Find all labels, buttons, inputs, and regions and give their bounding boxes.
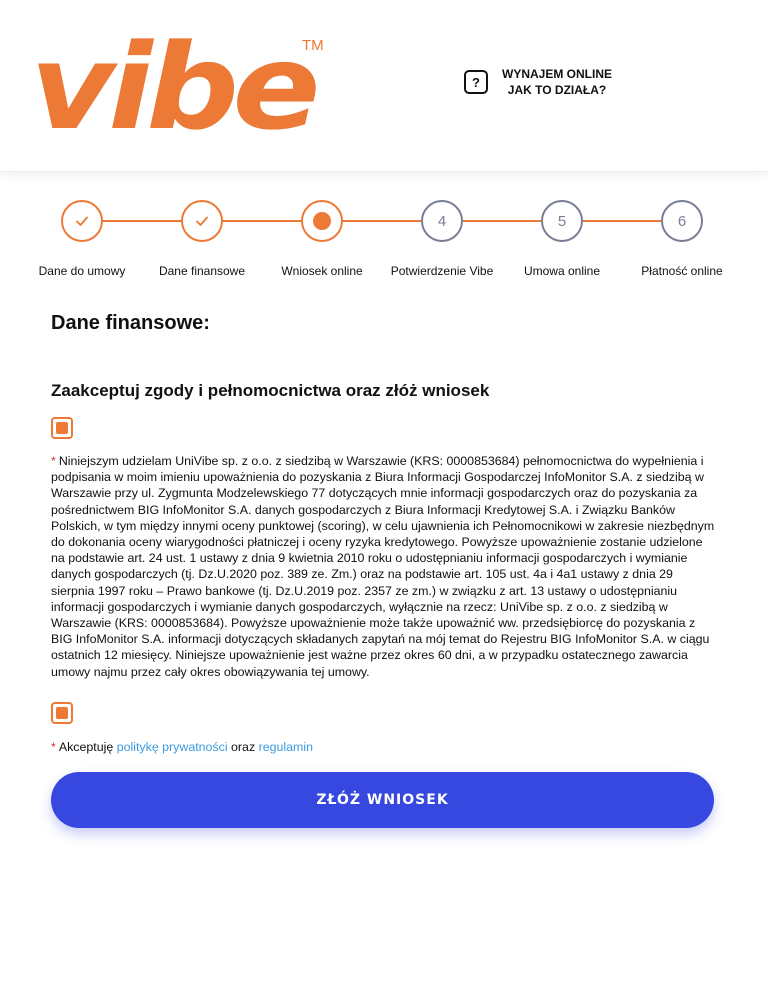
checkmark-icon [74,213,90,229]
step-5-circle: 5 [541,200,583,242]
current-step-dot [313,212,331,230]
step-4-label: Potwierdzenie Vibe [390,264,494,278]
how-it-works-line2: JAK TO DZIAŁA? [507,83,607,97]
step-1[interactable] [12,196,152,278]
accept-terms-checkbox[interactable] [51,702,73,724]
step-6-circle: 6 [661,200,703,242]
step-3 [252,196,392,278]
step-2-label: Dane finansowe [158,264,246,278]
step-1-circle [61,200,103,242]
question-icon: ? [464,70,488,94]
vibe-logo[interactable] [30,28,330,138]
consents-subtitle: Zaakceptuj zgody i pełnomocnictwa oraz złóż wniosek [51,381,490,400]
privacy-policy-link[interactable]: politykę prywatności [116,739,228,754]
logo-wordmark: vibe [30,28,317,138]
trademark-symbol: TM [302,37,324,54]
accept-terms-middle: oraz [231,739,256,754]
header [0,0,768,172]
step-4-circle: 4 [421,200,463,242]
step-3-label: Wniosek online [281,264,363,278]
consent-authorization-checkbox[interactable] [51,417,73,439]
accept-terms-prefix: Akceptuję [58,739,114,754]
submit-application-button[interactable]: ZŁÓŻ WNIOSEK [51,772,714,828]
terms-link[interactable]: regulamin [258,739,314,754]
progress-stepper [0,196,768,286]
step-2-circle [181,200,223,242]
how-it-works-link[interactable] [464,66,612,98]
required-asterisk: * [51,454,56,468]
accept-terms-text [51,740,716,754]
how-it-works-text [502,66,612,98]
how-it-works-line1: WYNAJEM ONLINE [502,67,613,81]
section-title: Dane finansowe: [51,312,210,334]
checkbox-checked-mark [56,707,68,719]
checkbox-checked-mark [56,422,68,434]
consent-authorization-body: Niniejszym udzielam UniVibe sp. z o.o. z siedzibą w Warszawie (KRS: 0000853684) pełnomocnictwa do wypełnienia i podpisania w moim imieniu upoważnienia do pozyskania z Biura Informacji Gospodarczej InfoMonitor S.A. z siedzibą w Warszawie przy ul. Zygmunta Modzelewskiego 77 dotyczących mnie informacji gospodarczych oraz do pozyskania za pośrednictwem BIG InfoMonitor S.A. danych gospodarczych z Biura Informacji Kredytowej S.A. i Związku Banków Polskich, w tym między innymi oceny punktowej (scoring), w celu ujawnienia ich Pełnomocnikowi w zakresie niezbędnym do dokonania oceny wiarygodności płatniczej i oceny ryzyka kredytowego. Powyższe upoważnienie zostanie udzielone na podstawie art. 24 ust. 1 ustawy z dnia 9 kwietnia 2010 roku o udostępnianiu informacji gospodarczych i wymianie danych gospodarczych (tj. Dz.U.2020 poz. 389 ze. Zm.) oraz na podstawie art. 105 ust. 4a i 4a1 ustawy z dnia 29 sierpnia 1997 roku – Prawo bankowe (tj. Dz.U.2019 poz. 2357 ze zm.) w związku z art. 13 ustawy o udostępnianiu informacji gospodarczych i wymianie danych gospodarczych, wyłącznie na rzecz: UniVibe sp. z o.o. z siedzibą w Warszawie (KRS: 0000853684). Powyższe upoważnienie może także upoważnić ww. przedsiębiorcę do pozyskania z BIG InfoMonitor S.A. informacji dotyczących składanych zapytań na mój temat do Rejestru BIG InfoMonitor S.A. w ciągu ostatnich 12 miesięcy. Niniejsze upoważnienie jest ważne przez okres 60 dni, a w przypadku ostatecznego zawarcia umowy najmu przez cały okres obowiązywania tej umowy. [51,454,715,679]
consent-authorization-text [51,453,716,680]
required-asterisk: * [51,739,56,754]
step-4 [372,196,512,278]
step-5-label: Umowa online [523,264,601,278]
step-6 [612,196,752,278]
step-6-label: Płatność online [641,264,723,278]
step-1-label: Dane do umowy [38,264,126,278]
form-content [51,312,716,828]
checkmark-icon [194,213,210,229]
step-2[interactable] [132,196,272,278]
step-5 [492,196,632,278]
step-3-circle [301,200,343,242]
